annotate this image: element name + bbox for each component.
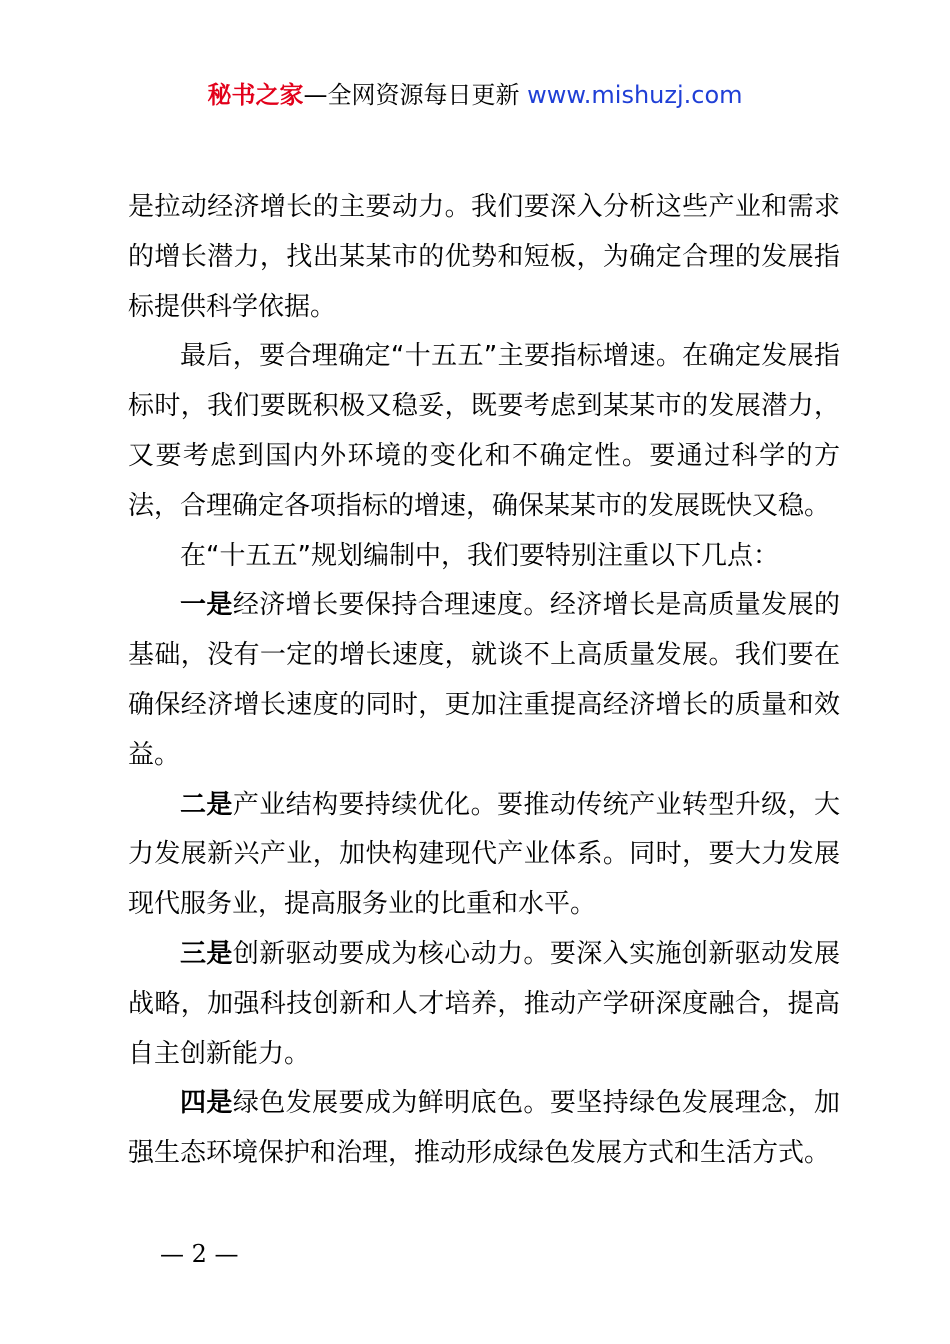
paragraph-point-three bbox=[128, 930, 840, 1079]
point-four-lead: 四是 bbox=[180, 1088, 233, 1119]
paragraph-indicator-speed: 最后，要合理确定“十五五”主要指标增速。在确定发展指标时，我们要既积极又稳妥，既要考虑到某某市的发展潜力，又要考虑到国内外环境的变化和不确定性。要通过科学的方法，合理确定各项指标的增速，确保某某市的发展既快又稳。 bbox=[128, 341, 840, 521]
page-number: — 2 — bbox=[160, 1240, 239, 1268]
point-two-text: 产业结构要持续优化。要推动传统产业转型升级，大力发展新兴产业，加快构建现代产业体系。同时，要大力发展现代服务业，提高服务业的比重和水平。 bbox=[128, 789, 840, 920]
header-tagline: —全网资源每日更新 bbox=[303, 81, 520, 109]
paragraph-point-one bbox=[128, 581, 840, 780]
point-three-lead: 三是 bbox=[180, 938, 233, 969]
point-four-text: 绿色发展要成为鲜明底色。要坚持绿色发展理念，加强生态环境保护和治理，推动形成绿色发展方式和生活方式。 bbox=[128, 1088, 840, 1169]
brand-name: 秘书之家 bbox=[207, 81, 304, 109]
document-body bbox=[128, 183, 840, 1179]
paragraph-continued: 是拉动经济增长的主要动力。我们要深入分析这些产业和需求的增长潜力，找出某某市的优势和短板，为确定合理的发展指标提供科学依据。 bbox=[128, 192, 840, 322]
point-two-lead: 二是 bbox=[180, 789, 233, 820]
site-url[interactable]: www.mishuzj.com bbox=[527, 81, 743, 109]
paragraph-point-four bbox=[128, 1079, 840, 1179]
site-header bbox=[0, 78, 950, 112]
paragraph-point-two bbox=[128, 781, 840, 930]
point-three-text: 创新驱动要成为核心动力。要深入实施创新驱动发展战略，加强科技创新和人才培养，推动产学研深度融合，提高自主创新能力。 bbox=[128, 938, 840, 1069]
point-one-text: 经济增长要保持合理速度。经济增长是高质量发展的基础，没有一定的增长速度，就谈不上高质量发展。我们要在确保经济增长速度的同时，更加注重提高经济增长的质量和效益。 bbox=[128, 590, 840, 770]
point-one-lead: 一是 bbox=[180, 590, 233, 621]
paragraph-key-points-intro: 在“十五五”规划编制中，我们要特别注重以下几点： bbox=[180, 540, 779, 571]
